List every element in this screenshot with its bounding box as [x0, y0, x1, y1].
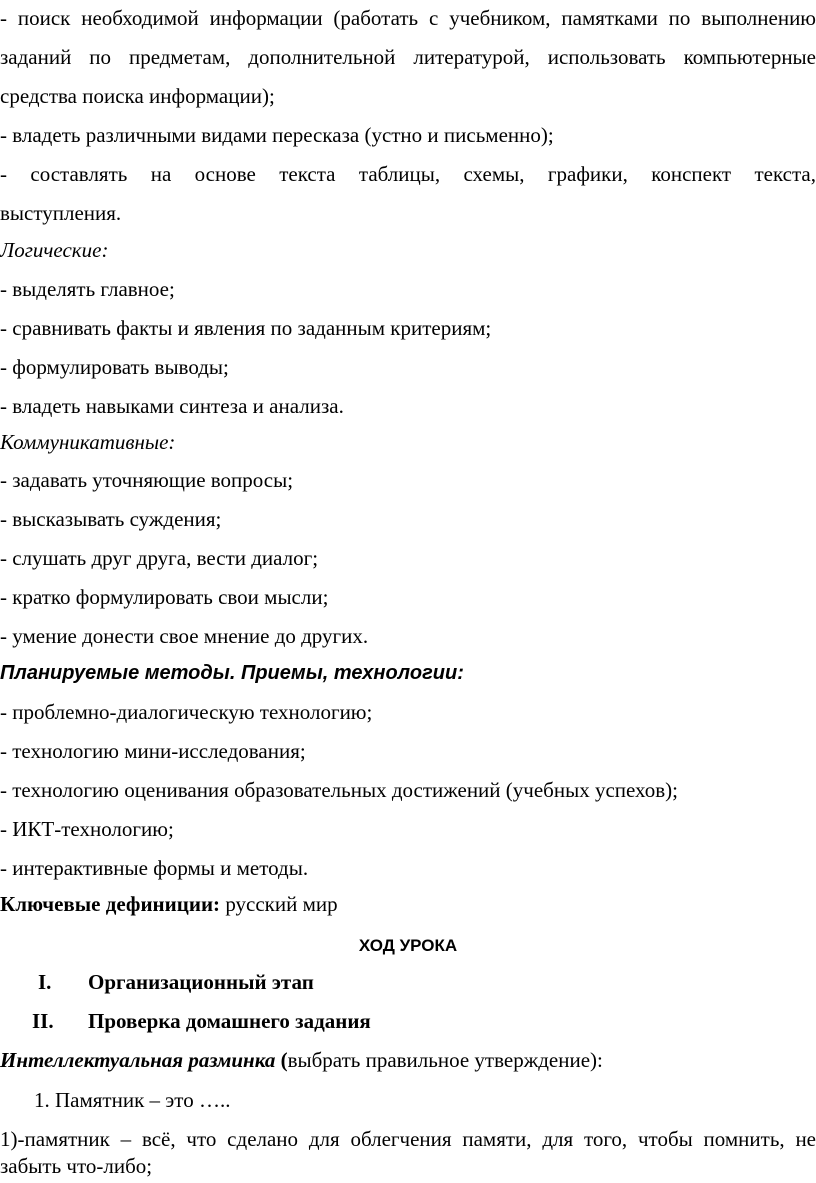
lesson-heading: ХОД УРОКА	[358, 936, 458, 955]
logical-item: - выделять главное;	[0, 277, 175, 301]
warmup-question: 1. Памятник – это …..	[34, 1088, 231, 1112]
communicative-heading: Коммуникативные:	[0, 430, 176, 454]
methods-item: - технологию оценивания образовательных достижений (учебных успехов);	[0, 778, 678, 802]
key-definitions-label: Ключевые дефиниции:	[0, 892, 221, 916]
logical-item: - сравнивать факты и явления по заданным критериям;	[0, 316, 492, 340]
intro-line-3: средства поиска информации);	[0, 84, 275, 108]
communicative-item: - умение донести свое мнение до других.	[0, 624, 369, 648]
methods-item: - проблемно-диалогическую технологию;	[0, 700, 373, 724]
intro-line-5: - составлять на основе текста таблицы, схемы, графики, конспект текста,	[0, 162, 816, 186]
key-definitions	[0, 890, 338, 918]
intro-line-6: выступления.	[0, 201, 122, 225]
communicative-item: - задавать уточняющие вопросы;	[0, 468, 294, 492]
intro-line-1: - поиск необходимой информации (работать с учебником, памятками по выполнению	[0, 6, 816, 30]
warmup-paren: (	[275, 1048, 288, 1072]
methods-item: - технологию мини-исследования;	[0, 739, 306, 763]
methods-item: - ИКТ-технологию;	[0, 817, 174, 841]
communicative-item: - высказывать суждения;	[0, 507, 222, 531]
stage-numeral: I.	[38, 970, 52, 994]
logical-heading: Логические:	[0, 238, 109, 262]
warmup-answer-line-1: 1)-памятник – всё, что сделано для облегчения памяти, для того, чтобы помнить, не	[0, 1127, 816, 1151]
methods-heading: Планируемые методы. Приемы, технологии:	[0, 662, 464, 684]
warmup-line	[0, 1046, 603, 1074]
logical-item: - формулировать выводы;	[0, 355, 229, 379]
stage-title: Проверка домашнего задания	[88, 1009, 371, 1033]
communicative-item: - кратко формулировать свои мысли;	[0, 585, 329, 609]
key-definitions-value: русский мир	[220, 892, 338, 916]
warmup-label: Интеллектуальная разминка	[0, 1048, 276, 1072]
methods-item: - интерактивные формы и методы.	[0, 856, 309, 880]
intro-line-2: заданий по предметам, дополнительной литературой, использовать компьютерные	[0, 45, 816, 69]
warmup-instruction: выбрать правильное утверждение):	[287, 1048, 603, 1072]
stage-title: Организационный этап	[88, 970, 314, 994]
logical-item: - владеть навыками синтеза и анализа.	[0, 394, 344, 418]
intro-line-4: - владеть различными видами пересказа (устно и письменно);	[0, 123, 554, 147]
warmup-answer-line-2: забыть что-либо;	[0, 1154, 153, 1178]
stage-numeral: II.	[32, 1009, 54, 1033]
communicative-item: - слушать друг друга, вести диалог;	[0, 546, 319, 570]
